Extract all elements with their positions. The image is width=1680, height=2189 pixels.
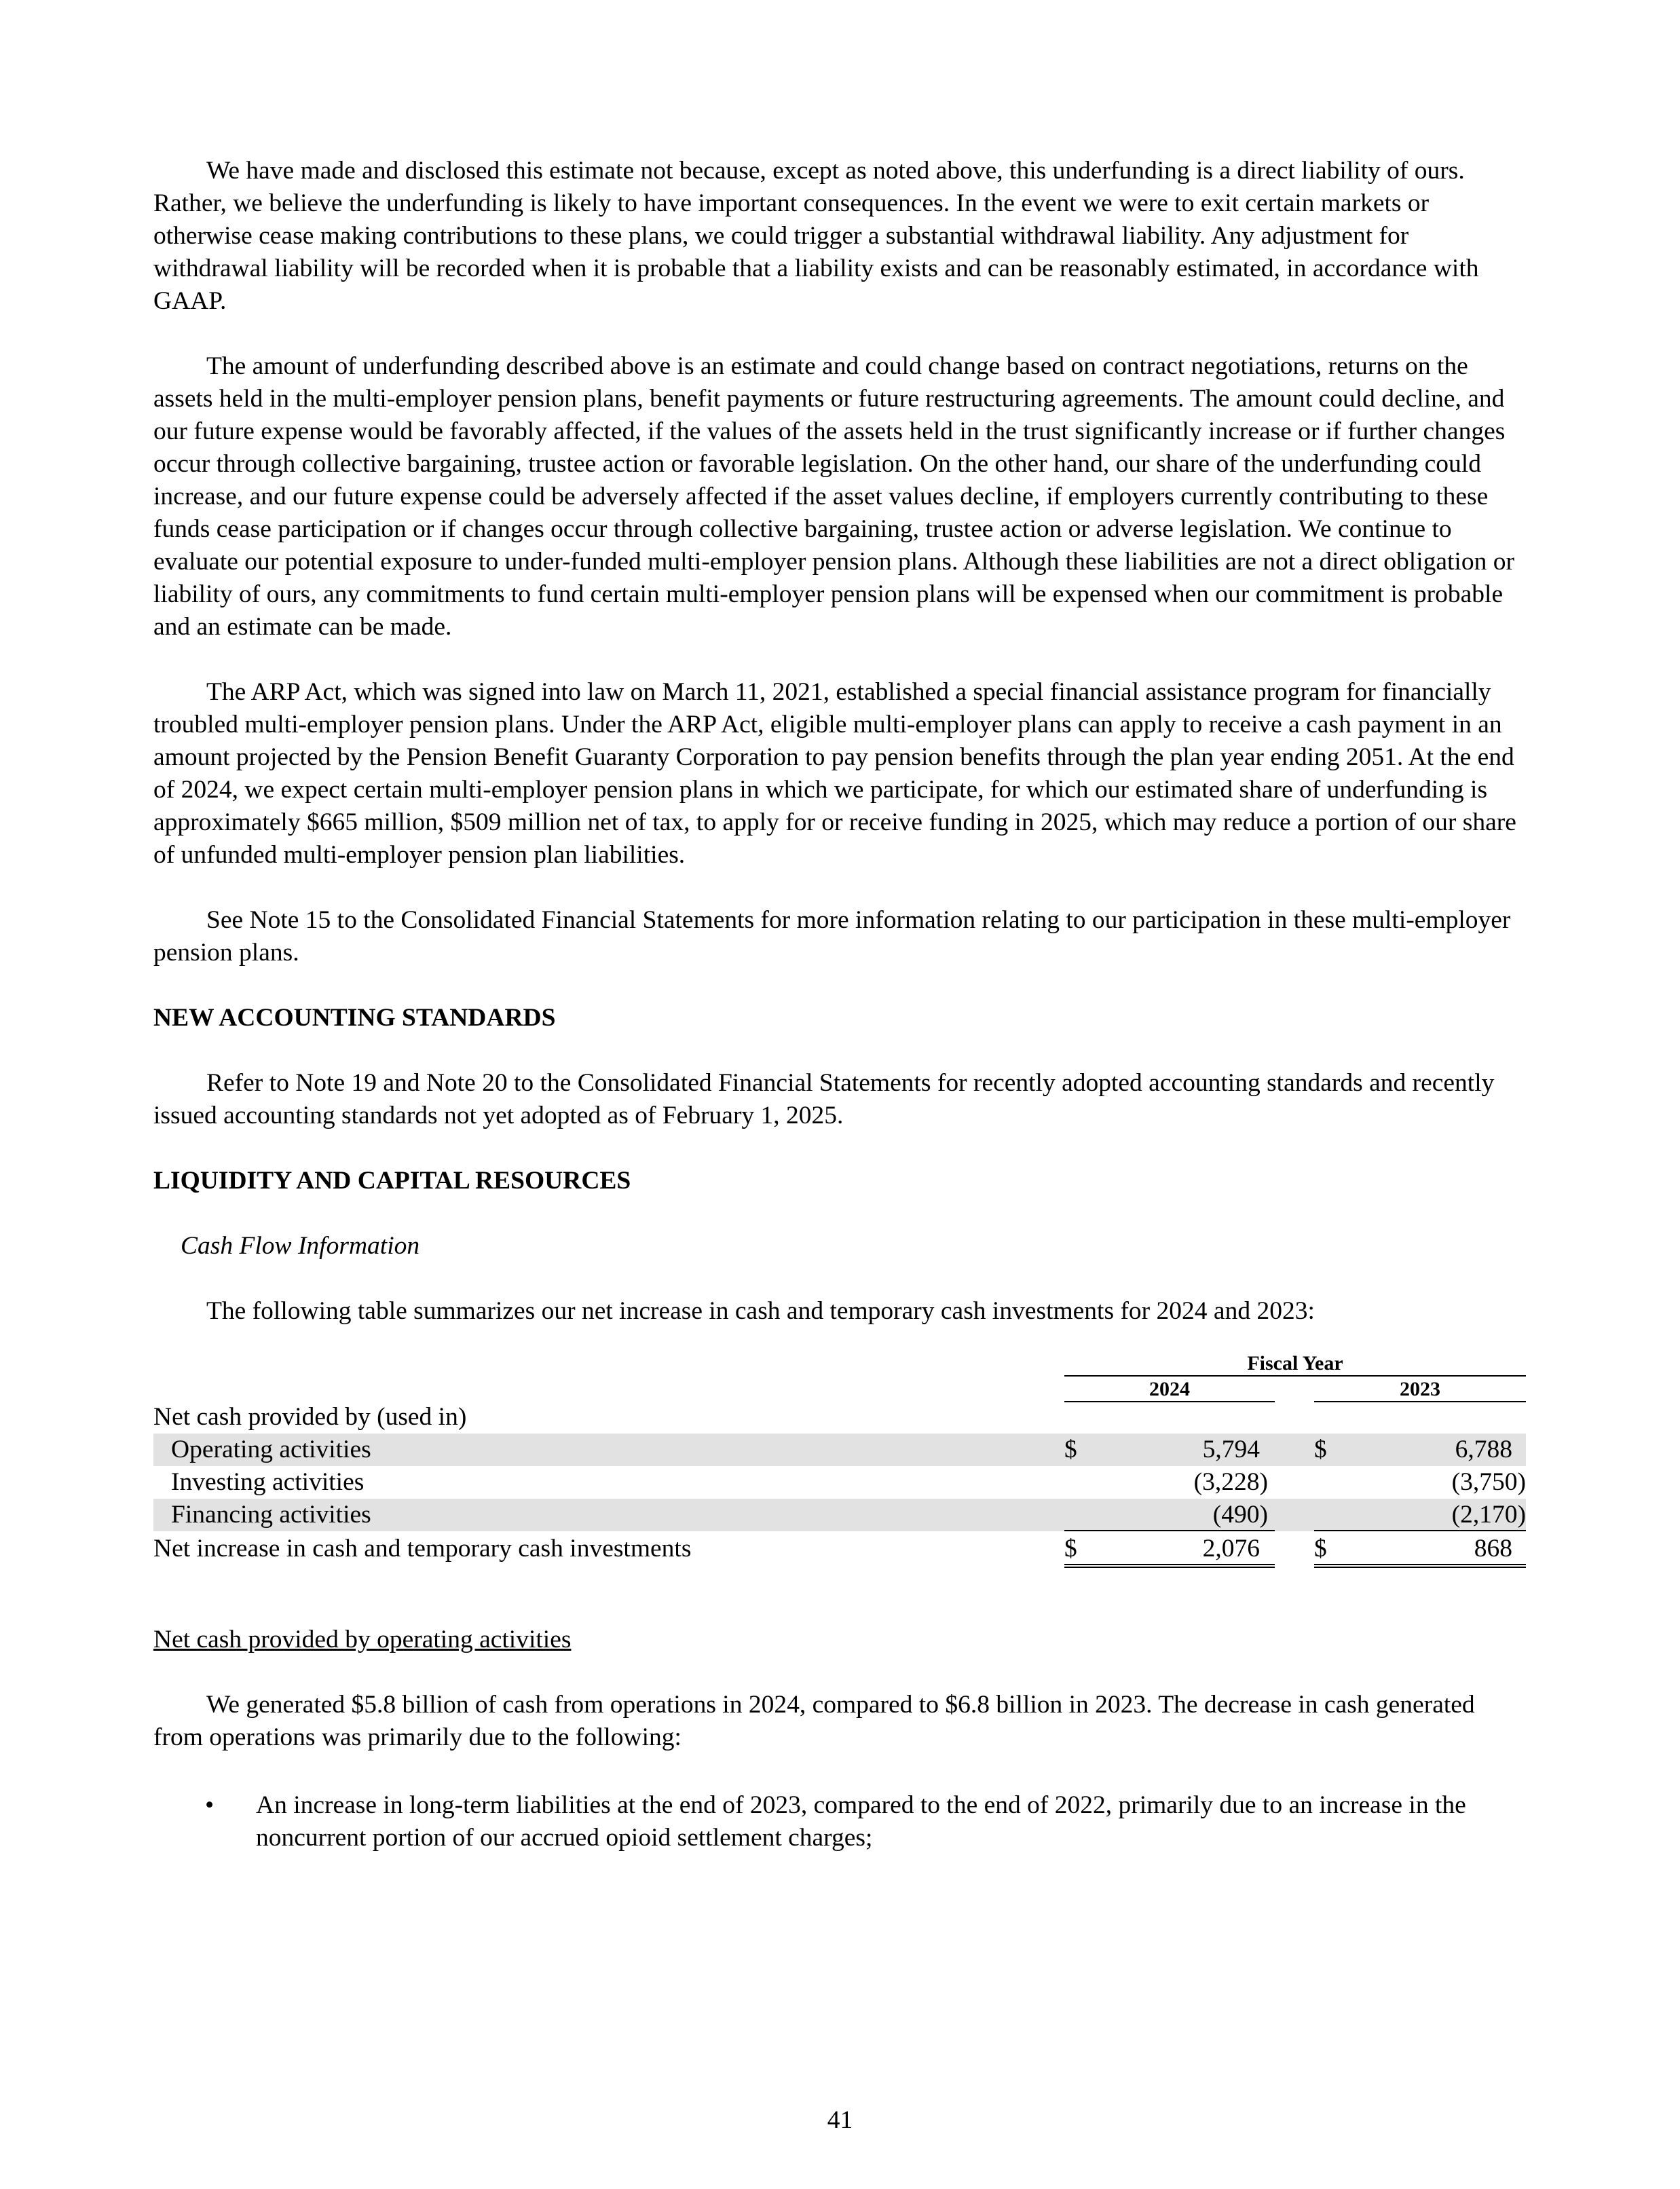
year-2023-header: 2023 bbox=[1314, 1378, 1526, 1402]
document-page bbox=[153, 155, 1526, 1854]
table-row-total bbox=[153, 1533, 1526, 1565]
heading-new-accounting-standards: NEW ACCOUNTING STANDARDS bbox=[153, 1004, 556, 1032]
table-row-investing bbox=[153, 1466, 1526, 1499]
section-label: Net cash provided by (used in) bbox=[153, 1403, 467, 1431]
paragraph-arp-act: The ARP Act, which was signed into law on March 11, 2021, established a special financial assistance program for financially troubled multi-employer pension plans. Under the ARP Act, eligible multi-employer plans can apply to receive a cash payment in an amount projected by the Pension Benefit Guaranty Corporation to pay pension benefits through the plan year ending 2051. At the end of 2024, we expect certain multi-employer pension plans in which we participate, for which our estimated share of underfunding is approximately $665 million, $509 million net of tax, to apply for or receive funding in 2025, which may reduce a portion of our share of unfunded multi-employer pension plan liabilities. bbox=[153, 678, 1516, 869]
total-2023: 868 bbox=[1474, 1535, 1512, 1563]
total-double-rule-2023 bbox=[1314, 1564, 1526, 1568]
page-number: 41 bbox=[827, 2106, 853, 2134]
paragraph-refer-note-19-20: Refer to Note 19 and Note 20 to the Consolidated Financial Statements for recently adopted accounting standards and recently issued accounting standards not yet adopted as of February 1, 2025. bbox=[153, 1069, 1495, 1129]
table-row-operating bbox=[153, 1434, 1526, 1466]
total-label: Net increase in cash and temporary cash investments bbox=[153, 1535, 692, 1563]
subtotal-rule-2023 bbox=[1314, 1530, 1526, 1531]
row-label: Financing activities bbox=[171, 1501, 371, 1529]
currency-symbol: $ bbox=[1064, 1436, 1077, 1463]
list-item bbox=[153, 1789, 1526, 1854]
cash-flow-table bbox=[153, 1352, 1526, 1596]
bullet-text: An increase in long-term liabilities at the end of 2023, compared to the end of 2022, primarily due to an increase in the noncurrent portion of our accrued opioid settlement charges; bbox=[256, 1791, 1466, 1852]
value-2023: (2,170) bbox=[1451, 1501, 1526, 1529]
paragraph-table-intro: The following table summarizes our net increase in cash and temporary cash investments for 2024 and 2023: bbox=[206, 1297, 1315, 1325]
total-double-rule-2024 bbox=[1064, 1564, 1275, 1568]
fiscal-year-header: Fiscal Year bbox=[1064, 1352, 1526, 1377]
total-2024: 2,076 bbox=[1202, 1535, 1260, 1563]
value-2024: (3,228) bbox=[1193, 1468, 1268, 1496]
paragraph-underfunding-estimate: The amount of underfunding described above is an estimate and could change based on contract negotiations, returns on the assets held in the multi-employer pension plans, benefit payments or future restructuring agreements. The amount could decline, and our future expense would be favorably affected, if the values of the assets held in the trust significantly increase or if further changes occur through collective bargaining, trustee action or favorable legislation. On the other hand, our share of the underfunding could increase, and our future expense could be adversely affected if the asset values decline, if employers currently contributing to these funds cease participation or if changes occur through collective bargaining, trustee action or adverse legislation. We continue to evaluate our potential exposure to under-funded multi-employer pension plans. Although these liabilities are not a direct obligation or liability of ours, any commitments to fund certain multi-employer pension plans will be expensed when our commitment is probable and an estimate can be made. bbox=[153, 352, 1514, 641]
table-row-financing bbox=[153, 1499, 1526, 1531]
subheading-cash-flow-information: Cash Flow Information bbox=[181, 1232, 420, 1260]
value-2023: (3,750) bbox=[1451, 1468, 1526, 1496]
table-section-label-row bbox=[153, 1401, 1526, 1434]
currency-symbol: $ bbox=[1314, 1535, 1327, 1563]
value-2024: 5,794 bbox=[1202, 1436, 1260, 1463]
value-2024: (490) bbox=[1212, 1501, 1268, 1529]
bullet-icon: • bbox=[205, 1791, 214, 1819]
row-label: Investing activities bbox=[171, 1468, 365, 1496]
subtotal-rule-2024 bbox=[1064, 1530, 1275, 1531]
heading-liquidity-capital-resources: LIQUIDITY AND CAPITAL RESOURCES bbox=[153, 1167, 631, 1195]
paragraph-operations-cash: We generated $5.8 billion of cash from operations in 2024, compared to $6.8 billion in 2023. The decrease in cash generated from operations was primarily due to the following: bbox=[153, 1691, 1475, 1751]
currency-symbol: $ bbox=[1064, 1535, 1077, 1563]
paragraph-withdrawal-liability: We have made and disclosed this estimate not because, except as noted above, this underfunding is a direct liability of ours. Rather, we believe the underfunding is likely to have important consequences. In the event we were to exit certain markets or otherwise cease making contributions to these plans, we could trigger a substantial withdrawal liability. Any adjustment for withdrawal liability will be recorded when it is probable that a liability exists and can be reasonably estimated, in accordance with GAAP. bbox=[153, 157, 1479, 315]
subheading-net-cash-operating: Net cash provided by operating activities bbox=[153, 1626, 572, 1653]
row-label: Operating activities bbox=[171, 1436, 371, 1463]
paragraph-see-note-15: See Note 15 to the Consolidated Financial Statements for more information relating to our participation in these multi-employer pension plans. bbox=[153, 906, 1511, 967]
year-2024-header: 2024 bbox=[1064, 1378, 1275, 1402]
value-2023: 6,788 bbox=[1455, 1436, 1512, 1463]
currency-symbol: $ bbox=[1314, 1436, 1327, 1463]
